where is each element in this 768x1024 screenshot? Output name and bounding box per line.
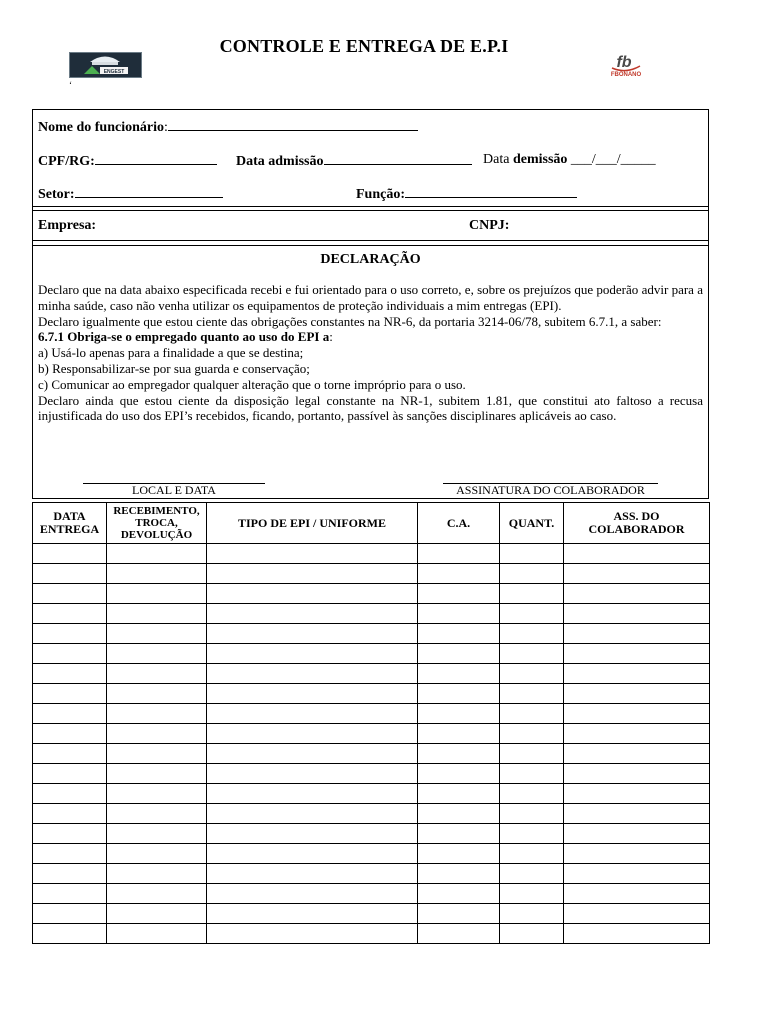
- table-cell[interactable]: [500, 684, 564, 704]
- table-cell[interactable]: [500, 924, 564, 944]
- table-row: [33, 644, 710, 664]
- table-cell[interactable]: [500, 904, 564, 924]
- table-cell[interactable]: [500, 624, 564, 644]
- table-row: [33, 924, 710, 944]
- table-cell[interactable]: [564, 904, 710, 924]
- table-cell[interactable]: [500, 724, 564, 744]
- table-cell[interactable]: [500, 804, 564, 824]
- table-cell[interactable]: [207, 704, 418, 724]
- table-cell[interactable]: [500, 884, 564, 904]
- table-cell[interactable]: [107, 724, 207, 744]
- table-cell[interactable]: [207, 904, 418, 924]
- table-cell[interactable]: [564, 784, 710, 804]
- sector-field[interactable]: [38, 185, 223, 203]
- table-cell[interactable]: [207, 624, 418, 644]
- table-cell[interactable]: [107, 604, 207, 624]
- table-cell[interactable]: [207, 684, 418, 704]
- company-logo-left: [69, 52, 142, 78]
- table-cell[interactable]: [564, 924, 710, 944]
- table-cell[interactable]: [33, 624, 107, 644]
- table-cell[interactable]: [564, 744, 710, 764]
- table-cell[interactable]: [33, 884, 107, 904]
- table-cell[interactable]: [418, 884, 500, 904]
- table-cell[interactable]: [33, 604, 107, 624]
- table-cell[interactable]: [500, 544, 564, 564]
- employee-name-label: Nome do funcionário: [38, 120, 164, 135]
- table-row: [33, 784, 710, 804]
- table-cell[interactable]: [33, 784, 107, 804]
- table-cell[interactable]: [500, 584, 564, 604]
- company-field[interactable]: [38, 218, 96, 234]
- cpf-blank[interactable]: [95, 152, 217, 165]
- table-cell[interactable]: [500, 844, 564, 864]
- table-cell[interactable]: [207, 664, 418, 684]
- local-date-label: LOCAL E DATA: [132, 483, 216, 497]
- company-label: Empresa:: [38, 218, 97, 233]
- table-cell[interactable]: [564, 544, 710, 564]
- table-cell[interactable]: [33, 724, 107, 744]
- table-cell[interactable]: [33, 644, 107, 664]
- table-cell[interactable]: [207, 564, 418, 584]
- table-cell[interactable]: [107, 744, 207, 764]
- table-cell[interactable]: [107, 704, 207, 724]
- table-cell[interactable]: [33, 584, 107, 604]
- table-cell[interactable]: [564, 604, 710, 624]
- table-cell[interactable]: [418, 584, 500, 604]
- svg-text:ENGEST: ENGEST: [103, 69, 125, 75]
- table-header-row: [33, 503, 710, 544]
- admission-date-label: Data admissão: [236, 154, 324, 169]
- table-cell[interactable]: [500, 704, 564, 724]
- table-cell[interactable]: [500, 664, 564, 684]
- cpf-label: CPF/RG:: [38, 154, 95, 169]
- table-cell[interactable]: [107, 924, 207, 944]
- table-cell[interactable]: [418, 764, 500, 784]
- table-row: [33, 664, 710, 684]
- table-cell[interactable]: [500, 604, 564, 624]
- table-body: [33, 544, 710, 944]
- table-cell[interactable]: [207, 604, 418, 624]
- table-cell[interactable]: [33, 564, 107, 584]
- table-cell[interactable]: [33, 664, 107, 684]
- table-cell[interactable]: [107, 764, 207, 784]
- sector-blank[interactable]: [75, 185, 223, 198]
- admission-date-field[interactable]: [236, 152, 472, 170]
- cnpj-label: CNPJ:: [469, 218, 510, 233]
- table-cell[interactable]: [33, 844, 107, 864]
- table-row: [33, 904, 710, 924]
- table-cell[interactable]: [207, 764, 418, 784]
- table-cell[interactable]: [207, 864, 418, 884]
- table-cell[interactable]: [107, 864, 207, 884]
- role-field[interactable]: [356, 185, 577, 203]
- table-row: [33, 724, 710, 744]
- table-cell[interactable]: [418, 684, 500, 704]
- table-cell[interactable]: [500, 864, 564, 884]
- epi-delivery-table: [32, 502, 710, 944]
- table-cell[interactable]: [564, 684, 710, 704]
- table-cell[interactable]: [207, 784, 418, 804]
- table-cell[interactable]: [564, 704, 710, 724]
- table-cell[interactable]: [207, 844, 418, 864]
- divider: [33, 240, 708, 241]
- table-row: [33, 544, 710, 564]
- table-cell[interactable]: [418, 744, 500, 764]
- table-cell[interactable]: [207, 884, 418, 904]
- table-cell[interactable]: [207, 744, 418, 764]
- employee-name-blank[interactable]: [168, 118, 418, 131]
- admission-date-blank[interactable]: [324, 152, 472, 165]
- table-cell[interactable]: [207, 644, 418, 664]
- table-cell[interactable]: [33, 824, 107, 844]
- cpf-field[interactable]: [38, 152, 217, 170]
- table-cell[interactable]: [418, 904, 500, 924]
- table-row: [33, 804, 710, 824]
- table-cell[interactable]: [107, 784, 207, 804]
- table-cell[interactable]: [418, 604, 500, 624]
- table-cell[interactable]: [564, 564, 710, 584]
- table-cell[interactable]: [564, 844, 710, 864]
- table-cell[interactable]: [564, 804, 710, 824]
- role-label: Função:: [356, 187, 405, 202]
- svg-text:FBONANO: FBONANO: [610, 72, 642, 78]
- table-cell[interactable]: [564, 624, 710, 644]
- table-cell[interactable]: [33, 924, 107, 944]
- employee-name-field[interactable]: Nome do funcionário:: [38, 118, 418, 136]
- table-row: [33, 824, 710, 844]
- table-cell[interactable]: [33, 804, 107, 824]
- table-cell[interactable]: [207, 724, 418, 744]
- table-row: [33, 604, 710, 624]
- nr6-item-c: c) Comunicar ao empregador qualquer alteração que o torne impróprio para o uso.: [38, 376, 466, 392]
- table-cell[interactable]: [107, 824, 207, 844]
- dismissal-date-blank[interactable]: ___/___/_____: [570, 152, 656, 167]
- table-cell[interactable]: [107, 624, 207, 644]
- tiny-mark: ‘: [69, 80, 72, 90]
- table-cell[interactable]: [564, 864, 710, 884]
- svg-text:fb: fb: [616, 54, 632, 71]
- table-cell[interactable]: [500, 644, 564, 664]
- table-cell[interactable]: [207, 544, 418, 564]
- table-cell[interactable]: [33, 704, 107, 724]
- table-row: [33, 844, 710, 864]
- col-header-ca: C.A.: [418, 503, 500, 544]
- table-cell[interactable]: [33, 864, 107, 884]
- table-cell[interactable]: [564, 644, 710, 664]
- dismissal-date-label: demissão: [512, 152, 568, 167]
- col-header-signature: ASS. DO COLABORADOR: [564, 503, 710, 544]
- table-cell[interactable]: [564, 584, 710, 604]
- table-cell[interactable]: [418, 544, 500, 564]
- table-cell[interactable]: [107, 664, 207, 684]
- page-title: CONTROLE E ENTREGA DE E.P.I: [219, 36, 509, 56]
- divider: [33, 210, 708, 211]
- table-cell[interactable]: [207, 824, 418, 844]
- col-header-receipt-type: RECEBIMENTO, TROCA, DEVOLUÇÃO: [107, 503, 207, 544]
- table-cell[interactable]: [107, 544, 207, 564]
- table-cell[interactable]: [207, 804, 418, 824]
- table-cell[interactable]: [418, 644, 500, 664]
- table-cell[interactable]: [207, 584, 418, 604]
- table-cell[interactable]: [107, 644, 207, 664]
- nr6-item-a: a) Usá-lo apenas para a finalidade a que se destina;: [38, 345, 304, 361]
- declaration-paragraph: Declaro ainda que estou ciente da disposição legal constante na NR-1, subitem 1.81, que constitui ato faltoso a recusa injustificada do uso dos EPI’s recebidos, ficando, portanto, passível às sanções disciplinares aplicáveis ao caso.: [38, 392, 703, 424]
- table-cell[interactable]: [564, 664, 710, 684]
- table-row: [33, 564, 710, 584]
- table-cell[interactable]: [107, 684, 207, 704]
- table-cell[interactable]: [418, 804, 500, 824]
- table-cell[interactable]: [418, 704, 500, 724]
- divider: [33, 206, 708, 207]
- table-cell[interactable]: [418, 824, 500, 844]
- declaration-paragraph: Declaro igualmente que estou ciente das obrigações constantes na NR-6, da portaria 3214-06/78, subitem 6.7.1, a saber:: [38, 313, 662, 329]
- table-cell[interactable]: [418, 664, 500, 684]
- table-cell[interactable]: [418, 624, 500, 644]
- table-cell[interactable]: [500, 784, 564, 804]
- table-cell[interactable]: [107, 584, 207, 604]
- employee-form-frame: [32, 109, 709, 499]
- table-cell[interactable]: [500, 824, 564, 844]
- table-cell[interactable]: [418, 784, 500, 804]
- table-row: [33, 884, 710, 904]
- table-cell[interactable]: [33, 744, 107, 764]
- declaration-title: DECLARAÇÃO: [320, 252, 421, 267]
- table-cell[interactable]: [107, 904, 207, 924]
- table-cell[interactable]: [107, 804, 207, 824]
- table-cell[interactable]: [107, 564, 207, 584]
- dismissal-date-field[interactable]: Data demissão ___/___/_____: [483, 152, 656, 167]
- table-cell[interactable]: [418, 564, 500, 584]
- table-cell[interactable]: [500, 564, 564, 584]
- table-cell[interactable]: [207, 924, 418, 944]
- table-cell[interactable]: [33, 544, 107, 564]
- sector-label: Setor:: [38, 187, 75, 202]
- declaration-paragraph: Declaro que na data abaixo especificada recebi e fui orientado para o uso correto, e, sobre os prejuízos que poderão advir para a minha saúde, caso não venha utilizar os equipamentos de proteção individuais a mim entregas (EPI).: [38, 282, 703, 313]
- table-cell[interactable]: [33, 764, 107, 784]
- nr6-item-heading: 6.7.1 Obriga-se o empregado quanto ao uso do EPI a:: [38, 329, 333, 345]
- table-cell[interactable]: [418, 924, 500, 944]
- table-cell[interactable]: [564, 884, 710, 904]
- table-row: [33, 584, 710, 604]
- table-cell[interactable]: [418, 864, 500, 884]
- nr6-item-b: b) Responsabilizar-se por sua guarda e conservação;: [38, 360, 310, 376]
- table-row: [33, 684, 710, 704]
- table-cell[interactable]: [418, 844, 500, 864]
- table-cell[interactable]: [33, 904, 107, 924]
- declaration-text: [38, 282, 703, 424]
- table-row: [33, 744, 710, 764]
- table-cell[interactable]: [500, 764, 564, 784]
- table-cell[interactable]: [107, 844, 207, 864]
- cnpj-field[interactable]: [469, 218, 509, 234]
- table-row: [33, 764, 710, 784]
- col-header-epi-type: TIPO DE EPI / UNIFORME: [207, 503, 418, 544]
- table-cell[interactable]: [564, 764, 710, 784]
- table-cell[interactable]: [33, 684, 107, 704]
- col-header-quantity: QUANT.: [500, 503, 564, 544]
- table-cell[interactable]: [107, 884, 207, 904]
- divider: [33, 245, 708, 246]
- role-blank[interactable]: [405, 185, 577, 198]
- table-row: [33, 864, 710, 884]
- signature-label: ASSINATURA DO COLABORADOR: [456, 483, 645, 497]
- table-cell[interactable]: [418, 724, 500, 744]
- table-row: [33, 704, 710, 724]
- company-logo-right: [600, 52, 652, 80]
- table-cell[interactable]: [564, 724, 710, 744]
- col-header-delivery-date: DATA ENTREGA: [33, 503, 107, 544]
- table-cell[interactable]: [500, 744, 564, 764]
- table-cell[interactable]: [564, 824, 710, 844]
- table-row: [33, 624, 710, 644]
